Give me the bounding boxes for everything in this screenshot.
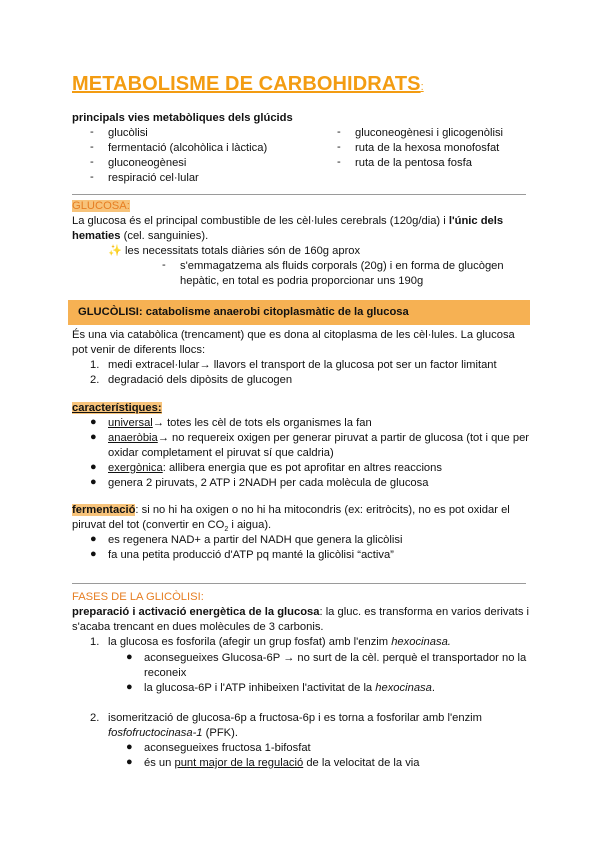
fases-prep-line2: s'acaba trencant en dues molècules de 3 carbonis.	[72, 621, 324, 633]
list-item: medi extracel·lular→ llavors el transport de la glucosa pot ser un factor limitant	[108, 359, 497, 371]
term-underlined: anaeròbia	[108, 432, 158, 444]
glucosa-bold-text: l'únic dels	[448, 215, 504, 227]
fermentacio-text: i aigua).	[228, 519, 272, 531]
fases-heading	[72, 590, 204, 605]
list-item	[108, 416, 372, 431]
bullet-icon: ●	[90, 533, 97, 545]
list-item: fa una petita producció d'ATP pq manté la glicòlisi “activa”	[108, 549, 394, 561]
glucosa-heading-text: GLUCOSA:	[72, 200, 130, 212]
step-text: (PFK).	[202, 727, 238, 739]
dash-marker: -	[337, 156, 341, 168]
vies-heading: principals vies metabòliques dels glúcids	[72, 112, 293, 124]
bullet-icon: ●	[90, 416, 97, 428]
list-item: aconsegueixes Glucosa-6P → no surt de la cèl. perquè el transportador no la	[144, 652, 527, 664]
hematies-text: hematies	[72, 230, 121, 242]
title-colon: :	[420, 81, 424, 93]
glucosa-paragraph-line2	[72, 229, 208, 244]
fermentacio-line1	[72, 503, 510, 518]
bullet-icon: ●	[90, 548, 97, 560]
term-underlined: universal	[108, 417, 153, 429]
list-number: 2.	[90, 712, 100, 724]
dash-marker: -	[90, 126, 94, 138]
list-number: 2.	[90, 374, 100, 386]
list-item: degradació dels dipòsits de glucogen	[108, 374, 293, 386]
list-item	[144, 756, 420, 771]
list-item	[108, 461, 442, 476]
fermentacio-text: : si no hi ha oxigen o no hi ha mitocondris (ex: eritròcits), no es pot oxidar el	[135, 504, 510, 516]
glucosa-paragraph-line1	[72, 214, 503, 229]
list-item: aconsegueixes fructosa 1-bifosfat	[144, 742, 311, 754]
fermentacio-heading: fermentació	[72, 504, 136, 516]
bullet-icon: ●	[90, 476, 97, 488]
term-underlined: punt major de la regulació	[174, 757, 304, 769]
step2-text-line2	[108, 726, 238, 741]
step-text: .	[431, 682, 435, 694]
caracteristiques-heading	[72, 401, 162, 416]
step2-text: isomerització de glucosa-6p a fructosa-6p i es torna a fosforilar amb l'enzim	[108, 712, 482, 724]
enzyme-name: hexocinasa	[375, 682, 432, 694]
divider	[72, 194, 526, 195]
term-description: : allibera energia que es pot aprofitar en altres reaccions	[162, 462, 442, 474]
term-description: → no requereix oxigen per generar piruvat a partir de glucosa (tot i que per	[157, 432, 530, 444]
list-item	[108, 431, 529, 446]
step-text: la glucosa es fosforila (afegir un grup fosfat) amb l'enzim	[108, 636, 392, 648]
bullet-icon: ●	[90, 431, 97, 443]
dash-marker: -	[337, 141, 341, 153]
glucosa-text: (cel. sanguinies).	[120, 230, 209, 242]
list-item-continuation: reconeix	[144, 667, 187, 679]
bullet-icon: ●	[126, 681, 133, 693]
list-item: es regenera NAD+ a partir del NADH que genera la glicòlisi	[108, 534, 403, 546]
bullet-icon: ●	[126, 756, 133, 768]
list-item: ruta de la pentosa fosfa	[355, 157, 472, 169]
list-item: glucòlisi	[108, 127, 148, 139]
enzyme-name: hexocinasa.	[391, 636, 451, 648]
list-item-continuation: oxidar completament el piruvat sí que caldria)	[108, 447, 334, 459]
list-item: ruta de la hexosa monofosfat	[355, 142, 500, 154]
fermentacio-text: piruvat del tot (convertir en CO	[72, 519, 225, 531]
enzyme-name: fosfofructocinasa-1	[108, 727, 203, 739]
glucosa-sub-line2: hepàtic, en total es podria proporcionar uns 190g	[180, 275, 424, 287]
glucosa-need-text: les necessitats totals diàries són de 160g aprox	[121, 245, 361, 257]
dash-marker: -	[90, 141, 94, 153]
fases-heading-text: FASES DE LA GLICÒLISI:	[72, 591, 204, 603]
list-item	[144, 681, 435, 696]
step-text: és un	[144, 757, 175, 769]
glucosa-need-line	[108, 244, 360, 259]
glucolisi-paragraph-line1: És una via catabòlica (trencament) que es dona al citoplasma de les cèl·lules. La glucosa	[72, 329, 515, 341]
subscript: 2	[224, 526, 229, 534]
dash-marker: -	[90, 156, 94, 168]
list-item: respiració cel·lular	[108, 172, 199, 184]
glucosa-text: La glucosa és el principal combustible de les cèl·lules cerebrals (120g/dia) i	[72, 215, 449, 227]
term-underlined: exergònica	[108, 462, 163, 474]
list-item: fermentació (alcohòlica i làctica)	[108, 142, 268, 154]
dash-marker: -	[90, 171, 94, 183]
glucosa-sub-line1: s'emmagatzema als fluids corporals (20g) i en forma de glucògen	[180, 260, 504, 272]
glucosa-heading	[72, 199, 130, 214]
fases-prep-line1	[72, 605, 529, 620]
fases-prep-bold: preparació i activació energètica de la glucosa	[72, 606, 320, 618]
list-item: gluconeogènesi i glicogenòlisi	[355, 127, 504, 139]
page-title	[72, 73, 424, 96]
glucolisi-heading	[78, 305, 409, 320]
glucolisi-heading-bold: GLUCÒLISI:	[78, 306, 143, 318]
list-number: 1.	[90, 636, 100, 648]
list-item: genera 2 piruvats, 2 ATP i 2NADH per cada molècula de glucosa	[108, 477, 429, 489]
divider	[72, 583, 526, 584]
step-text: la glucosa-6P i l'ATP inhibeixen l'activitat de la	[144, 682, 376, 694]
step1-text	[108, 635, 451, 650]
caracteristiques-heading-text: característiques:	[72, 402, 162, 414]
step-text: de la velocitat de la via	[303, 757, 420, 769]
sparkle-icon: ✨	[108, 245, 122, 257]
title-text: METABOLISME DE CARBOHIDRATS	[72, 73, 421, 95]
bullet-icon: ●	[126, 741, 133, 753]
list-item: gluconeogènesi	[108, 157, 187, 169]
dash-marker: -	[162, 259, 166, 271]
list-number: 1.	[90, 359, 100, 371]
glucolisi-heading-rest: catabolisme anaerobi citoplasmàtic de la glucosa	[142, 306, 409, 318]
bullet-icon: ●	[90, 461, 97, 473]
term-description: → totes les cèl de tots els organismes la fan	[152, 417, 372, 429]
fases-prep-text: : la gluc. es transforma en varios derivats i	[319, 606, 530, 618]
bullet-icon: ●	[126, 651, 133, 663]
dash-marker: -	[337, 126, 341, 138]
glucolisi-paragraph-line2: pot venir de diferents llocs:	[72, 344, 206, 356]
